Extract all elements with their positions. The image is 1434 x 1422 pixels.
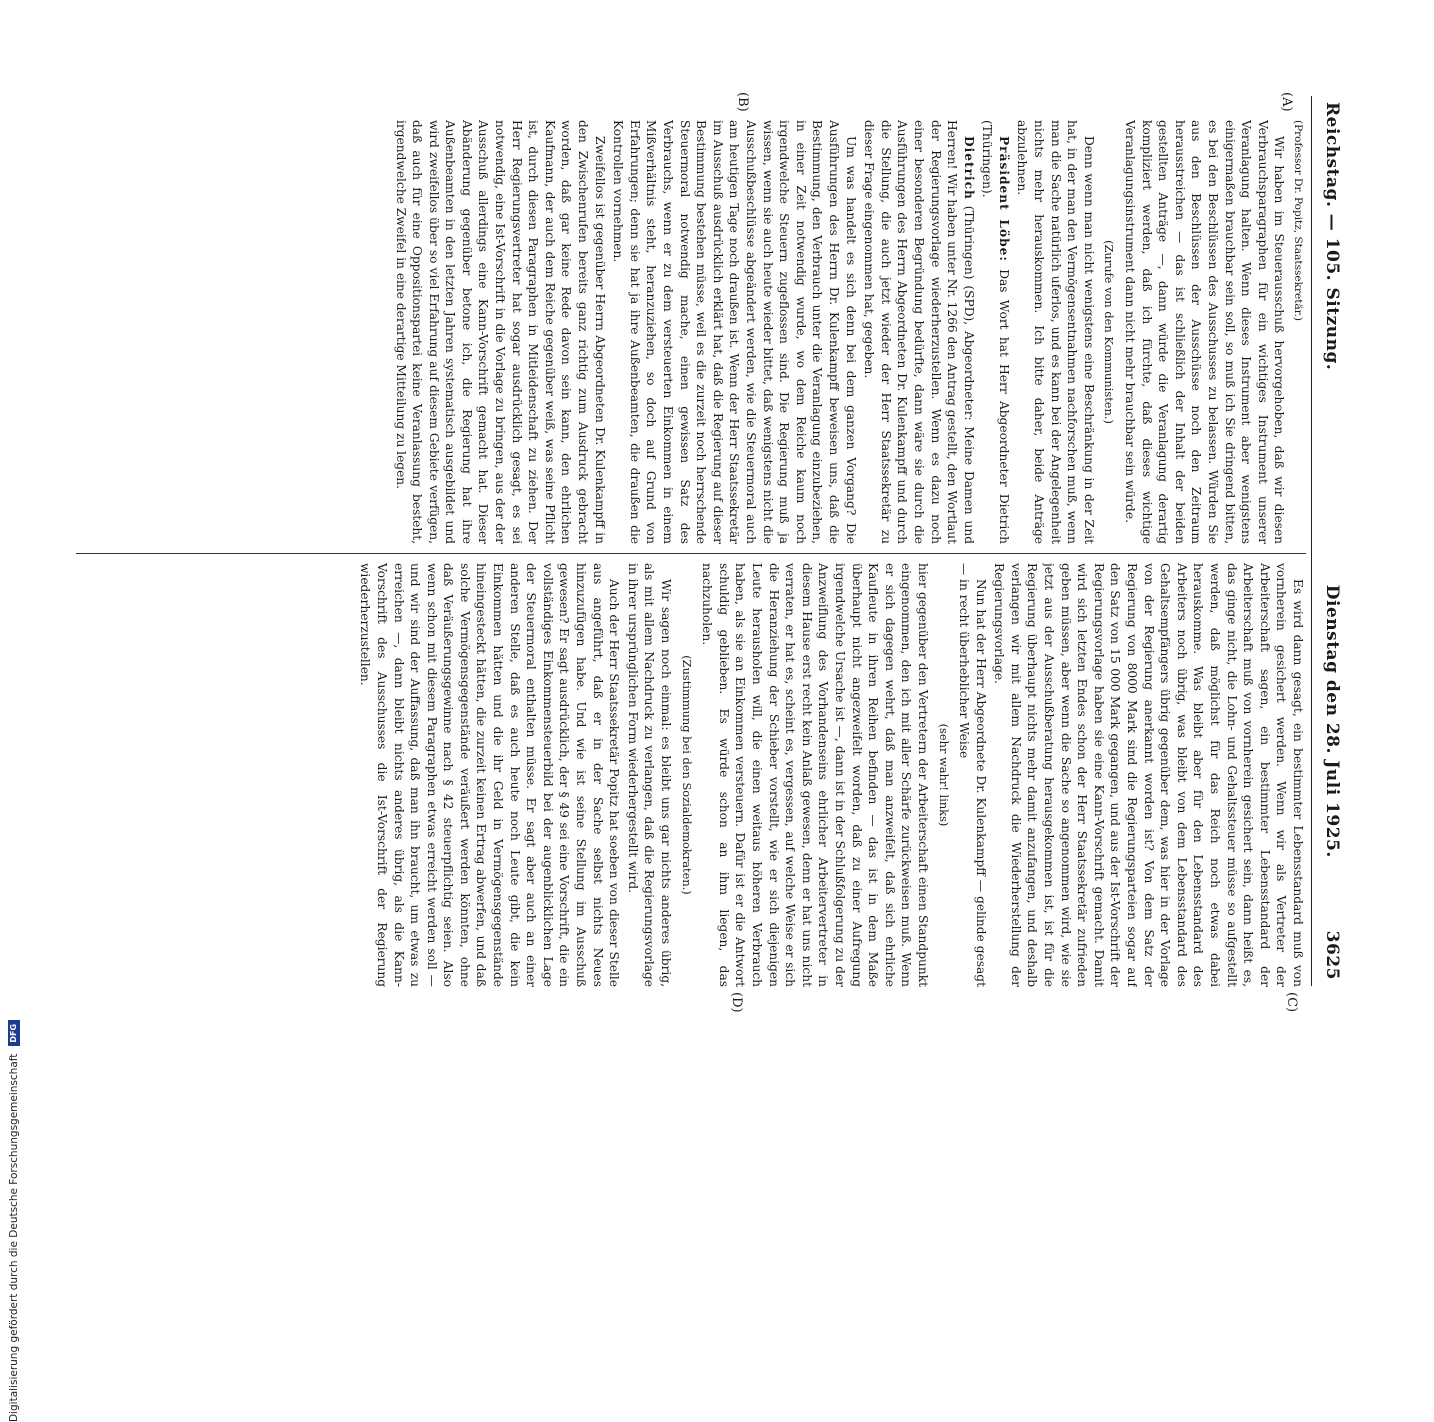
margin-marker-c: (C) bbox=[1284, 992, 1299, 1013]
paragraph: Zweifellos ist gegenüber Herrn Abgeordneten Dr. Kulenkampff in den Zwischenrufen bereits ganz richtig zum Ausdruck gebracht worden, daß gar keine Rede davon sein kann, den ehrlichen Kaufmann, der auch dem Reiche gegenüber weiß, was seine Pflicht ist, durch diesen Paragraphen in Mitleidenschaft zu ziehen. Der Herr Regierungsvertreter hat sogar ausdrücklich gesagt, es sei notwendig, eine Ist-Vorschrift in die Vorlage zu bringen, aus der der Ausschuß allerdings eine Kann-Vorschrift gemacht hat. Dieser Abänderung gegenüber betone ich, die Regierung hat ihre Außenbeamten in den letzten Jahren systematisch ausgebildet und wird zweifellos über so viel Erfahrung auf diesem Gebiete verfügen, daß auch für eine Oppositionspartei keine Veranlassung besteht, irgendwelche Zweifel in eine derartige Mitteilung zu legen. bbox=[393, 120, 607, 544]
interjection: (sehr wahr! links) bbox=[936, 723, 951, 827]
margin-marker-b: (B) bbox=[735, 92, 750, 112]
paragraph: hier gegenüber den Vertretern der Arbeiterschaft einen Standpunkt eingenommen, den ich mit aller Schärfe zurückweisen muß. Wenn er sich dagegen wehrt, daß man anzweifelt, daß sich ehrliche Kaufleute in ihren Reihen befinden — das ist in dem Maße überhaupt nicht angezweifelt worden, daß zu einer Aufregung irgendwelche Ursache ist —, dann ist in der Schlußfolgerung zu der Anzweiflung des Vorhandenseins ehrlicher Arbeitervertreter in diesem Hause erst recht kein Anlaß gewesen, denn er hat uns nicht verraten, er hat es, scheint es, vergessen, auf welche Weise er sich die Heranziehung der Schieber vorstellt, wie er sich diejenigen Leute herausholen will, die einen weitaus höheren Verbrauch haben, als sie an Einkommen versteuern. Dafür ist er die Antwort schuldig geblieben. Es würde schon an ihm liegen, das nachzuholen. bbox=[700, 563, 930, 987]
paragraph: Nun hat der Herr Abgeordnete Dr. Kulenkampff — gelinde gesagt — in recht überheblicher Weise bbox=[957, 563, 988, 987]
speaker-name: Präsident Löbe: bbox=[996, 136, 1011, 262]
header-page-number: 3625 bbox=[1322, 930, 1342, 980]
paragraph: Es wird dann gesagt, ein bestimmter Lebensstandard muß von vornherein gesichert werden. Wenn wir als Vertreter der Arbeiterschaft sagen, ein bestimmter Lebensstandard der Arbeiterschaft muß von vornherein gesichert sein, dann heißt es, das ginge nicht, die Lohn- und Gehaltssteuer müsse so aufgestellt werden, daß möglichst für das Reich noch etwas dabei herauskomme. Was bleibt aber für den Lebensstandard des Arbeiters noch übrig, was bleibt von dem Lebensstandard des Gehaltsempfängers übrig gegenüber dem, was hier in der Vorlage von der Regierung anerkannt worden ist? Von dem Satz der Regierung von 8000 Mark sind die Regierungsparteien sogar auf den Satz von 15 000 Mark gegangen, und aus der Ist-Vorschrift der Regierungsvorlage haben sie eine Kann-Vorschrift gemacht. Damit wird sich letzten Endes schon der Herr Staatssekretär zufrieden geben müssen, aber wenn die Sache so angenommen wird, wie sie jetzt aus der Ausschußberatung herausgekommen ist, ist für die Regierung überhaupt nichts mehr damit anzufangen, und deshalb verlangen wir mit allem Nachdruck die Wiederherstellung der Regierungsvorlage. bbox=[992, 563, 1305, 987]
column-divider bbox=[76, 553, 1306, 554]
funding-note bbox=[8, 1020, 20, 1422]
speaker-paragraph bbox=[979, 120, 1012, 544]
header-session-title: Reichstag. — 105. Sitzung. bbox=[1322, 102, 1342, 371]
margin-marker-d: (D) bbox=[729, 992, 744, 1013]
speaker-text: (Thüringen) (SPD), Abgeordneter: Meine Damen und Herren! Wir haben unter Nr. 1266 den Antrag gestellt, den Wortlaut der Regierungsvorlage wiederherzustellen. Wenn es dazu noch einer besonderen Begründung bedürfte, dann wäre sie durch die Ausführungen des Herrn Abgeordneten Dr. Kulenkampff und durch die Stellung, die auch jetzt wieder der Herr Staatssekretär zu dieser Frage eingenommen hat, gegeben. bbox=[862, 120, 976, 544]
paragraph: Wir sagen noch einmal: es bleibt uns gar nichts anderes übrig, als mit allem Nachdruck zu verlangen, daß die Regierungsvorlage in ihrer ursprünglichen Form wiederhergestellt wird. bbox=[625, 563, 674, 987]
header-date-and-page bbox=[1322, 585, 1342, 980]
speaker-continuation: (Professor Dr. Popitz, Staatssekretär.) bbox=[1292, 120, 1304, 322]
left-text-column bbox=[76, 120, 1306, 544]
interjection: (Zurufe von den Kommunisten.) bbox=[1102, 240, 1117, 424]
interjection: (Zustimmung bei den Sozialdemokraten.) bbox=[679, 655, 694, 895]
paragraph: Auch der Herr Staatssekretär Popitz hat soeben von dieser Stelle aus angeführt, daß er in der Sache selbst nichts Neues hinzuzufügen habe. Und wie ist seine Stellung im Ausschuß gewesen? Er sagt ausdrücklich, der § 49 sei eine Vorschrift, die ein vollständiges Einkommensteuerbild bei der augenblicklichen Lage der Steuermoral enthalten müsse. Er sagt aber auch an einer anderen Stelle, daß es auch heute noch Leute gibt, die kein Einkommen hätten und die ihr Geld in Vermögensgegenstände hineingesteckt hätten, die zurzeit keinen Ertrag abwerfen, und daß solche Vermögensgegenstände veräußert werden könnten, ohne daß Veräußerungsgewinne nach § 42 steuerpflichtig seien. Also wenn schon mit diesem Paragraphen etwas erreicht werden soll — und wir sind der Auffassung, daß man ihn braucht, um etwas zu erreichen —, dann bleibt nichts anderes übrig, als die Kann-Vorschrift des Ausschusses die Ist-Vorschrift der Regierung wiederherzustellen. bbox=[358, 563, 622, 987]
dfg-logo: DFG bbox=[8, 1020, 20, 1046]
speaker-text: Das Wort hat Herr Abgeordneter Dietrich (Thüringen). bbox=[980, 120, 1011, 544]
funding-text: Digitalisierung gefördert durch die Deutsche Forschungsgemeinschaft bbox=[8, 1053, 20, 1422]
paragraph: Wir haben im Steuerausschuß hervorgehoben, daß wir diesen Verbrauchsparagraphen für ein wichtiges Instrument unserer Veranlagung halten. Wenn dieses Instrument aber wenigstens einigermaßen brauchbar sein soll, so muß ich Sie dringend bitten, es bei den Beschlüssen des Ausschusses zu belassen. Würden Sie aus den Beschlüssen der Ausschüsse noch den Zeitraum herausstreichen — das ist schließlich der Inhalt der beiden gestellten Anträge —, dann würde die Veranlagung derartig kompliziert werden, daß ich fürchte, daß dieses wichtige Veranlagungsinstrument dann nicht mehr brauchbar sein würde. bbox=[1123, 120, 1287, 544]
paragraph: Denn wenn man nicht wenigstens eine Beschränkung in der Zeit hat, in der man den Vermögensentnahmen nachforschen muß, wenn man die Sache natürlich uferlos, und es kann bei der Angelegenheit nichts mehr herauskommen. Ich bitte daher, beide Anträge abzulehnen. bbox=[1015, 120, 1096, 544]
paragraph: Um was handelt es sich denn bei dem ganzen Vorgang? Die Ausführungen des Herrn Dr. Kulenkampff beweisen uns, daß die Bestimmung, den Verbrauch unter die Veranlagung einzubeziehen, in einer Zeit notwendig wurde, wo dem Reiche kaum noch irgendwelche Steuern zugeflossen sind. Die Regierung muß ja wissen, wenn sie auch heute wieder bittet, daß wenigstens nicht die Ausschußbeschlüsse abgeändert werden, wie die Steuermoral auch am heutigen Tage noch draußen ist. Wenn der Herr Staatssekretär im Ausschuß ausdrücklich erklärt hat, daß die Regierung auf dieser Bestimmung bestehen müsse, weil es die zurzeit noch herrschende Steuermoral notwendig mache, einen gewissen Satz des Verbrauchs, wenn er zu dem versteuerten Einkommen in einem Mißverhältnis steht, heranzuziehen, so doch auf Grund von Erfahrungen; denn sie hat ja ihre Außenbeamten, die draußen die Kontrollen vornehmen. bbox=[611, 120, 858, 544]
speaker-paragraph bbox=[861, 120, 977, 544]
speaker-name: Dietrich bbox=[961, 136, 976, 200]
page-header bbox=[1311, 96, 1348, 986]
right-text-column bbox=[76, 563, 1306, 987]
margin-marker-a: (A) bbox=[1279, 92, 1294, 112]
header-date: Dienstag den 28. Juli 1925. bbox=[1322, 584, 1342, 858]
